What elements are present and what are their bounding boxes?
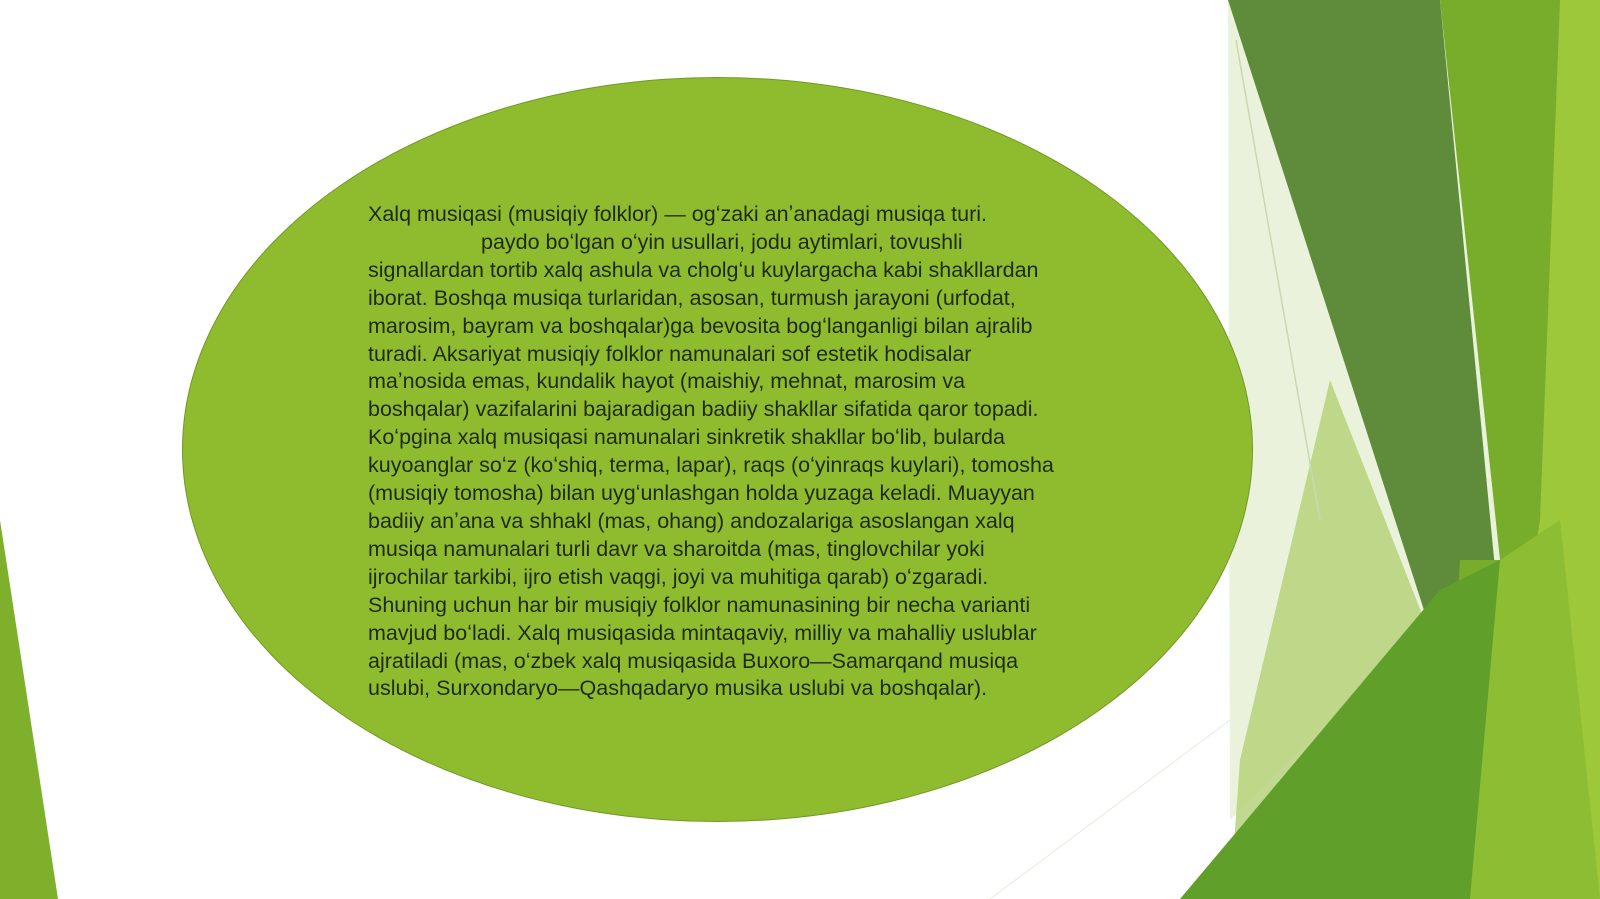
body-text: [368, 201, 1128, 703]
body-line: maʼnosida emas, kundalik hayot (maishiy, mehnat, marosim va: [368, 369, 966, 394]
body-line: paydo boʻlgan oʻyin usullari, jodu aytimlari, tovushli: [481, 229, 963, 254]
body-line: Xalq musiqasi (musiqiy folklor) — ogʻzaki anʼanadagi musiqa turi.: [368, 202, 987, 226]
body-line: ijrochilar tarkibi, ijro etish vaqgi, joyi va muhitiga qarab) oʻzgaradi.: [368, 564, 989, 589]
body-line: turadi. Aksariyat musiqiy folklor namunalari sof estetik hodisalar: [368, 341, 972, 366]
body-line: iborat. Boshqa musiqa turlaridan, asosan, turmush jarayoni (urfodat,: [368, 285, 1016, 310]
body-line: Shuning uchun har bir musiqiy folklor namunasining bir necha varianti: [368, 592, 1031, 617]
body-line: signallardan tortib xalq ashula va cholgʻu kuylargacha kabi shakllardan: [368, 257, 1039, 282]
body-line: ajratiladi (mas, oʻzbek xalq musiqasida Buxoro—Samarqand musiqa: [368, 648, 1019, 673]
body-line: musiqa namunalari turli davr va sharoitda (mas, tinglovchilar yoki: [368, 536, 985, 561]
body-line: uslubi, Surxondaryo—Qashqadaryo musika uslubi va boshqalar).: [368, 676, 988, 701]
body-line: (musiqiy tomosha) bilan uygʻunlashgan holda yuzaga keladi. Muayyan: [368, 481, 1035, 506]
body-line: marosim, bayram va boshqalar)ga bevosita bogʻlanganligi bilan ajralib: [368, 313, 1033, 338]
left-facet: [0, 520, 58, 899]
body-line: mavjud boʻladi. Xalq musiqasida mintaqaviy, milliy va mahalliy uslublar: [368, 620, 1037, 645]
body-line: badiiy anʼana va shhakl (mas, ohang) andozalariga asoslangan xalq: [368, 508, 1015, 533]
body-line: Koʻpgina xalq musiqasi namunalari sinkretik shakllar boʻlib, bularda: [368, 425, 1005, 450]
body-line: boshqalar) vazifalarini bajaradigan badiiy shakllar sifatida qaror topadi.: [368, 397, 1039, 422]
body-line: kuyoanglar soʻz (koʻshiq, terma, lapar), raqs (oʻyinraqs kuylari), tomosha: [368, 453, 1054, 478]
